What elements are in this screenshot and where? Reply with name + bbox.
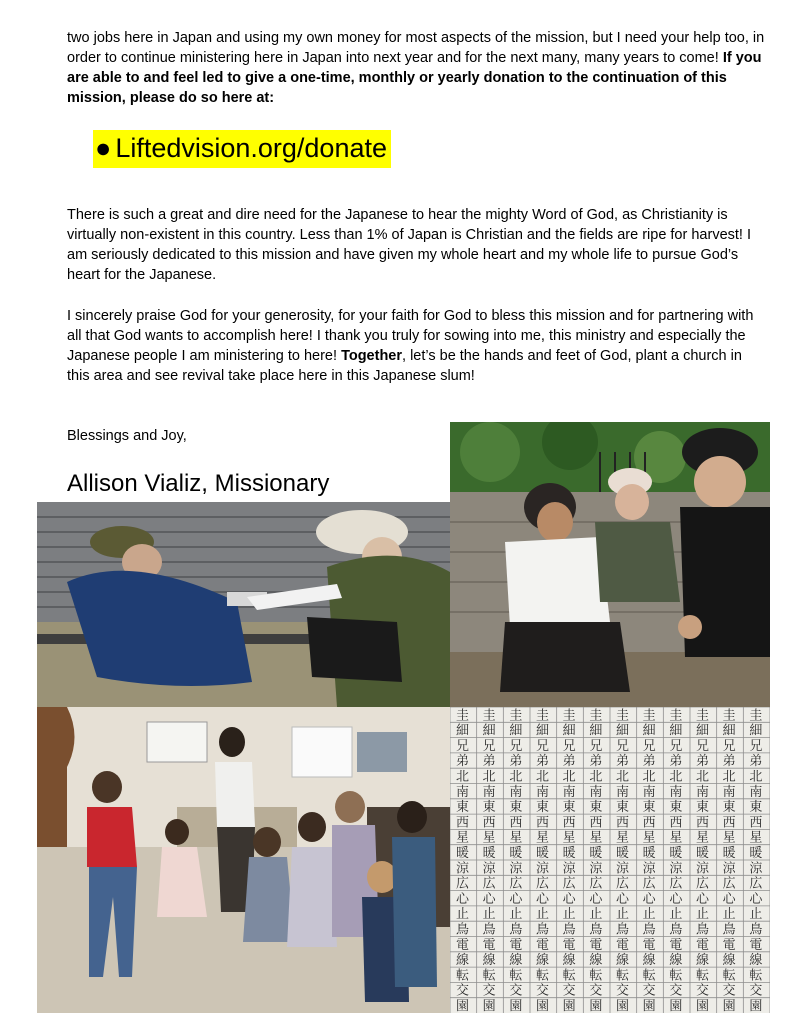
kanji-character: 東: [589, 800, 603, 816]
kanji-character: 涼: [722, 861, 736, 877]
kanji-character: 鳥: [562, 922, 576, 938]
kanji-character: 園: [642, 999, 656, 1013]
kanji-character: 転: [456, 968, 470, 984]
kanji-character: 鳥: [509, 922, 523, 938]
kanji-character: 北: [642, 769, 656, 785]
kanji-character: 転: [589, 968, 603, 984]
kanji-character: 涼: [589, 861, 603, 877]
kanji-character: 電: [722, 937, 736, 953]
kanji-character: 電: [642, 937, 656, 953]
kanji-character: 広: [589, 876, 603, 892]
kanji-character: 線: [562, 953, 576, 969]
kanji-character: 交: [562, 983, 576, 999]
kanji-character: 星: [696, 830, 710, 846]
kanji-character: 圭: [642, 708, 656, 724]
kanji-character: 弟: [642, 754, 656, 770]
kanji-character: 星: [456, 830, 470, 846]
kanji-character: 心: [482, 891, 496, 907]
kanji-character: 西: [589, 815, 603, 831]
kanji-character: 電: [616, 937, 630, 953]
kanji-character: 暖: [589, 846, 603, 861]
kanji-character: 暖: [696, 846, 710, 861]
kanji-character: 北: [456, 769, 470, 785]
kanji-character: 転: [669, 968, 683, 984]
kanji-character: 細: [562, 723, 576, 739]
kanji-character: 弟: [589, 754, 603, 770]
kanji-character: 圭: [562, 708, 576, 724]
kanji-character: 電: [696, 937, 710, 953]
kanji-character: 広: [562, 876, 576, 892]
kanji-character: 線: [669, 953, 683, 969]
kanji-character: 園: [749, 999, 763, 1013]
kanji-character: 弟: [749, 754, 763, 770]
kanji-character: 鳥: [642, 922, 656, 938]
kanji-character: 鳥: [536, 922, 550, 938]
kanji-character: 交: [642, 983, 656, 999]
kanji-character: 心: [722, 891, 736, 907]
kanji-character: 兄: [482, 738, 496, 754]
kanji-character: 圭: [536, 708, 550, 724]
kanji-character: 涼: [642, 861, 656, 877]
kanji-character: 広: [642, 876, 656, 892]
kanji-character: 北: [589, 769, 603, 785]
kanji-character: 星: [589, 830, 603, 846]
kanji-character: 転: [696, 968, 710, 984]
kanji-character: 鳥: [589, 922, 603, 938]
kanji-character: 涼: [669, 861, 683, 877]
kanji-character: 心: [616, 891, 630, 907]
kanji-character: 西: [456, 815, 470, 831]
kanji-character: 広: [456, 876, 470, 892]
kanji-character: 兄: [616, 738, 630, 754]
kanji-character: 止: [722, 907, 736, 923]
kanji-character: 細: [482, 723, 496, 739]
kanji-character: 涼: [509, 861, 523, 877]
kanji-character: 線: [642, 953, 656, 969]
kanji-character: 南: [482, 784, 496, 800]
kanji-character: 西: [509, 815, 523, 831]
kanji-character: 交: [696, 983, 710, 999]
photo-children-class: [37, 707, 450, 1013]
together-bold: Together: [341, 348, 403, 364]
kanji-character: 細: [749, 723, 763, 739]
kanji-character: 西: [749, 815, 763, 831]
kanji-character: 園: [482, 999, 496, 1013]
kanji-character: 涼: [562, 861, 576, 877]
kanji-character: 圭: [482, 708, 496, 724]
kanji-character: 星: [642, 830, 656, 846]
kanji-character: 心: [669, 891, 683, 907]
kanji-character: 兄: [722, 738, 736, 754]
kanji-character: 東: [722, 800, 736, 816]
donate-link[interactable]: Liftedvision.org/donate: [115, 133, 387, 163]
kanji-character: 圭: [722, 708, 736, 724]
kanji-character: 西: [696, 815, 710, 831]
kanji-character: 園: [589, 999, 603, 1013]
kanji-character: 鳥: [696, 922, 710, 938]
kanji-character: 線: [482, 953, 496, 969]
kanji-character: 止: [536, 907, 550, 923]
kanji-character: 東: [616, 800, 630, 816]
kanji-character: 心: [562, 891, 576, 907]
kanji-character: 電: [589, 937, 603, 953]
kanji-character: 細: [642, 723, 656, 739]
kanji-character: 暖: [642, 846, 656, 861]
kanji-character: 交: [589, 983, 603, 999]
photo-street-outreach: [37, 502, 450, 707]
kanji-character: 止: [509, 907, 523, 923]
kanji-character: 南: [509, 784, 523, 800]
kanji-character: 弟: [616, 754, 630, 770]
kanji-character: 南: [536, 784, 550, 800]
kanji-character: 弟: [509, 754, 523, 770]
kanji-character: 交: [456, 983, 470, 999]
kanji-character: 圭: [509, 708, 523, 724]
kanji-character: 細: [509, 723, 523, 739]
kanji-character: 交: [482, 983, 496, 999]
kanji-character: 止: [642, 907, 656, 923]
signature: Allison Vializ, Missionary: [67, 470, 330, 497]
kanji-character: 線: [509, 953, 523, 969]
kanji-character: 電: [509, 937, 523, 953]
kanji-character: 星: [722, 830, 736, 846]
kanji-character: 東: [536, 800, 550, 816]
kanji-character: 園: [456, 999, 470, 1013]
kanji-character: 線: [749, 953, 763, 969]
kanji-character: 圭: [589, 708, 603, 724]
kanji-character: 交: [616, 983, 630, 999]
kanji-character: 弟: [536, 754, 550, 770]
kanji-character: 心: [456, 891, 470, 907]
kanji-character: 暖: [669, 846, 683, 861]
kanji-character: 兄: [669, 738, 683, 754]
kanji-character: 暖: [509, 846, 523, 861]
kanji-character: 北: [562, 769, 576, 785]
donation-request: If you are able to and feel led to give a one-time, monthly or yearly donation to the continuation of this mission, please do so here at:: [67, 50, 762, 106]
kanji-character: 転: [616, 968, 630, 984]
kanji-character: 暖: [749, 846, 763, 861]
kanji-character: 鳥: [482, 922, 496, 938]
need-paragraph: There is such a great and dire need for the Japanese to hear the mighty Word of God, as Christianity is virtually non-existent in this country. Less than 1% of Japan is Christian and the fields are ripe for harvest! I am seriously dedicated to this mission and have given my whole heart and my whole life to pursue God’s heart for the Japanese.: [67, 207, 751, 283]
kanji-character: 南: [589, 784, 603, 800]
kanji-character: 北: [696, 769, 710, 785]
kanji-character: 心: [642, 891, 656, 907]
kanji-character: 暖: [616, 846, 630, 861]
kanji-character: 兄: [509, 738, 523, 754]
kanji-character: 心: [509, 891, 523, 907]
kanji-character: 線: [616, 953, 630, 969]
kanji-character: 北: [722, 769, 736, 785]
kanji-character: 西: [642, 815, 656, 831]
photo-kanji-practice: [450, 707, 770, 1013]
kanji-character: 兄: [562, 738, 576, 754]
kanji-character: 止: [456, 907, 470, 923]
kanji-character: 心: [589, 891, 603, 907]
kanji-character: 西: [669, 815, 683, 831]
kanji-character: 暖: [482, 846, 496, 861]
kanji-character: 兄: [642, 738, 656, 754]
kanji-character: 電: [749, 937, 763, 953]
kanji-character: 涼: [696, 861, 710, 877]
kanji-character: 転: [509, 968, 523, 984]
kanji-character: 園: [536, 999, 550, 1013]
kanji-character: 圭: [749, 708, 763, 724]
intro-paragraph: [67, 28, 767, 108]
kanji-character: 南: [642, 784, 656, 800]
kanji-character: 南: [696, 784, 710, 800]
kanji-character: 弟: [482, 754, 496, 770]
kanji-character: 兄: [536, 738, 550, 754]
kanji-character: 暖: [562, 846, 576, 861]
kanji-character: 鳥: [669, 922, 683, 938]
kanji-character: 転: [562, 968, 576, 984]
kanji-character: 転: [536, 968, 550, 984]
kanji-character: 園: [509, 999, 523, 1013]
kanji-character: 電: [669, 937, 683, 953]
kanji-character: 暖: [722, 846, 736, 861]
kanji-character: 西: [536, 815, 550, 831]
kanji-character: 星: [562, 830, 576, 846]
kanji-character: 転: [722, 968, 736, 984]
photo-wall-outreach: [450, 422, 770, 707]
kanji-character: 星: [536, 830, 550, 846]
kanji-character: 広: [749, 876, 763, 892]
kanji-character: 圭: [456, 708, 470, 724]
kanji-character: 星: [509, 830, 523, 846]
intro-text: two jobs here in Japan and using my own money for most aspects of the mission, but I need your help too, in order to continue ministering here in Japan into next year and for the next many, many years to come!: [67, 30, 765, 66]
kanji-character: 広: [536, 876, 550, 892]
kanji-character: 南: [669, 784, 683, 800]
kanji-character: 東: [456, 800, 470, 816]
kanji-character: 弟: [722, 754, 736, 770]
kanji-character: 圭: [696, 708, 710, 724]
kanji-character: 鳥: [616, 922, 630, 938]
kanji-character: 鳥: [749, 922, 763, 938]
kanji-character: 心: [536, 891, 550, 907]
kanji-character: 止: [749, 907, 763, 923]
kanji-character: 電: [536, 937, 550, 953]
kanji-character: 細: [722, 723, 736, 739]
kanji-character: 涼: [616, 861, 630, 877]
kanji-character: 線: [696, 953, 710, 969]
kanji-character: 西: [616, 815, 630, 831]
kanji-character: 暖: [456, 846, 470, 861]
kanji-character: 西: [482, 815, 496, 831]
kanji-character: 止: [669, 907, 683, 923]
kanji-character: 兄: [749, 738, 763, 754]
kanji-character: 星: [482, 830, 496, 846]
kanji-character: 北: [616, 769, 630, 785]
kanji-character: 南: [749, 784, 763, 800]
kanji-character: 東: [642, 800, 656, 816]
kanji-character: 兄: [696, 738, 710, 754]
kanji-character: 転: [642, 968, 656, 984]
kanji-character: 交: [749, 983, 763, 999]
kanji-character: 弟: [456, 754, 470, 770]
bullet-icon: ●: [95, 133, 112, 163]
kanji-character: 止: [616, 907, 630, 923]
kanji-character: 電: [456, 937, 470, 953]
kanji-character: 交: [536, 983, 550, 999]
kanji-character: 広: [669, 876, 683, 892]
kanji-character: 涼: [536, 861, 550, 877]
kanji-character: 兄: [456, 738, 470, 754]
praise-paragraph: [67, 306, 767, 386]
kanji-character: 細: [696, 723, 710, 739]
kanji-character: 止: [482, 907, 496, 923]
kanji-character: 西: [722, 815, 736, 831]
kanji-character: 東: [669, 800, 683, 816]
kanji-character: 広: [482, 876, 496, 892]
kanji-character: 交: [669, 983, 683, 999]
kanji-character: 転: [749, 968, 763, 984]
kanji-character: 星: [749, 830, 763, 846]
kanji-character: 園: [722, 999, 736, 1013]
kanji-character: 交: [722, 983, 736, 999]
kanji-character: 西: [562, 815, 576, 831]
kanji-character: 涼: [482, 861, 496, 877]
kanji-character: 兄: [589, 738, 603, 754]
kanji-character: 弟: [696, 754, 710, 770]
donate-highlight: [93, 130, 391, 168]
kanji-character: 電: [562, 937, 576, 953]
kanji-character: 暖: [536, 846, 550, 861]
kanji-character: 北: [669, 769, 683, 785]
kanji-character: 圭: [669, 708, 683, 724]
kanji-character: 弟: [669, 754, 683, 770]
kanji-character: 圭: [616, 708, 630, 724]
kanji-character: 弟: [562, 754, 576, 770]
kanji-character: 交: [509, 983, 523, 999]
kanji-character: 東: [562, 800, 576, 816]
kanji-character: 涼: [749, 861, 763, 877]
kanji-character: 星: [616, 830, 630, 846]
kanji-character: 止: [589, 907, 603, 923]
kanji-character: 北: [482, 769, 496, 785]
kanji-character: 園: [562, 999, 576, 1013]
kanji-character: 細: [536, 723, 550, 739]
kanji-character: 心: [696, 891, 710, 907]
kanji-character: 細: [589, 723, 603, 739]
kanji-character: 南: [456, 784, 470, 800]
kanji-character: 広: [616, 876, 630, 892]
kanji-character: 電: [482, 937, 496, 953]
closing-line: Blessings and Joy,: [67, 428, 187, 444]
kanji-character: 心: [749, 891, 763, 907]
kanji-character: 広: [509, 876, 523, 892]
kanji-character: 東: [696, 800, 710, 816]
kanji-character: 東: [749, 800, 763, 816]
kanji-character: 広: [722, 876, 736, 892]
kanji-character: 北: [536, 769, 550, 785]
kanji-character: 線: [536, 953, 550, 969]
praise-text: I sincerely praise God for your generosity, for your faith for God to bless this mission and for partnering with all that God wants to accomplish here! I thank you truly for sowing into me, this ministry and especially the Japanese people I am ministering to here!: [67, 308, 754, 364]
kanji-character: 園: [696, 999, 710, 1013]
kanji-character: 北: [509, 769, 523, 785]
kanji-character: 止: [562, 907, 576, 923]
kanji-character: 線: [589, 953, 603, 969]
kanji-character: 園: [669, 999, 683, 1013]
kanji-character: 東: [509, 800, 523, 816]
kanji-character: 星: [669, 830, 683, 846]
kanji-character: 涼: [456, 861, 470, 877]
kanji-character: 鳥: [456, 922, 470, 938]
kanji-character: 南: [722, 784, 736, 800]
kanji-character: 細: [456, 723, 470, 739]
kanji-character: 止: [696, 907, 710, 923]
kanji-character: 北: [749, 769, 763, 785]
kanji-character: 鳥: [722, 922, 736, 938]
kanji-character: 広: [696, 876, 710, 892]
kanji-character: 線: [456, 953, 470, 969]
kanji-character: 南: [616, 784, 630, 800]
kanji-character: 東: [482, 800, 496, 816]
kanji-character: 細: [669, 723, 683, 739]
kanji-character: 線: [722, 953, 736, 969]
praise-tail: , let’s be the hands and feet of God, plant a church in this area and see revival take place here in this Japanese slum!: [67, 348, 742, 384]
kanji-character: 園: [616, 999, 630, 1013]
kanji-character: 転: [482, 968, 496, 984]
kanji-character: 細: [616, 723, 630, 739]
kanji-character: 南: [562, 784, 576, 800]
